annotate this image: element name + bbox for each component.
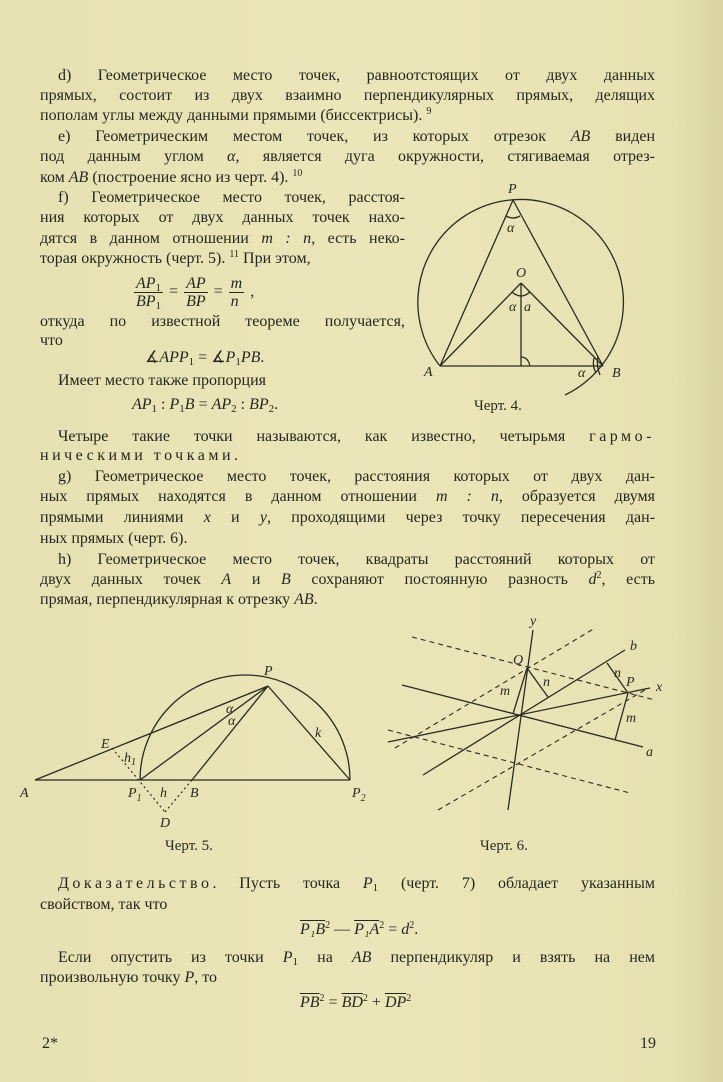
- fig5-label-k: k: [315, 726, 322, 741]
- spaced-emphasis: ническими точками: [40, 447, 235, 464]
- subscript: 1: [155, 282, 162, 294]
- fig4-label-alpha-right: a: [524, 300, 531, 315]
- superscript: 2: [379, 920, 385, 931]
- fig5-label-p2: $P_2$: [352, 786, 366, 804]
- text-run: .: [260, 349, 265, 366]
- text-run: .: [234, 447, 239, 464]
- text-run: и: [231, 571, 282, 588]
- subscript: 1: [235, 356, 241, 368]
- superscript: 2: [596, 570, 602, 581]
- fig5-label-alpha1: α: [226, 702, 234, 717]
- text-run: При этом,: [239, 250, 311, 267]
- superscript: 2: [319, 993, 325, 1004]
- text-run: что: [40, 332, 63, 349]
- text-run: = ∡: [194, 349, 226, 366]
- subscript: 1: [372, 882, 379, 894]
- line-pp2: [268, 686, 350, 780]
- subscript: 2: [231, 403, 237, 415]
- text-run: и: [210, 509, 260, 526]
- math-italic: n: [230, 293, 239, 310]
- text-run: , образуется двумя: [498, 488, 656, 505]
- math-italic: m : n: [261, 230, 312, 247]
- superscript: 2: [325, 920, 331, 931]
- math-italic: d: [588, 571, 597, 588]
- line-b-d: [165, 780, 192, 812]
- text-run: =: [384, 921, 402, 938]
- math-italic: B: [184, 396, 195, 413]
- fig5-caption: Черт. 5.: [165, 838, 213, 854]
- math-italic: AB: [570, 128, 591, 145]
- text-run: Четыре такие точки называются, как известно, четырьмя: [58, 428, 590, 445]
- text-run: .: [414, 921, 419, 938]
- math-italic: AP: [132, 396, 152, 413]
- fig5-label-e: E: [101, 737, 110, 752]
- line-ap: [35, 686, 268, 780]
- text-run: h) Геометрическое место точек, квадраты расстояний которых от: [58, 551, 655, 568]
- page-number: 19: [640, 1035, 656, 1052]
- math-italic: AP: [136, 275, 156, 292]
- math-italic: P: [282, 949, 293, 966]
- text-run: перпендикуляр и взять на нем: [371, 949, 656, 966]
- text-run: прямыми линиями: [40, 509, 204, 526]
- text-run: +: [367, 994, 385, 1011]
- line-pa: [440, 200, 513, 366]
- fig5-label-b: B: [190, 786, 199, 801]
- figure-5: [19, 664, 366, 854]
- math-italic: P: [184, 969, 195, 986]
- text-run: прямых, состоит из двух взаимно перпендикулярных прямых, делящих: [40, 87, 655, 104]
- math-italic: AB: [68, 169, 89, 186]
- fig5-label-p: P: [264, 664, 273, 679]
- text-run: Имеет место также пропорция: [58, 372, 266, 389]
- math-italic: m: [230, 275, 243, 292]
- math-italic: AB: [294, 591, 314, 608]
- text-run: d) Геометрическое место точек, равноотстоящих от двух данных: [58, 67, 655, 84]
- subscript: 1: [292, 956, 299, 968]
- fig6-label-x: x: [656, 680, 663, 695]
- subscript: 1: [179, 403, 185, 415]
- math-italic: AP: [186, 275, 206, 292]
- fig6-label-n1: n: [543, 675, 550, 690]
- overlined-segment: $\overline{DP}$: [384, 994, 407, 1011]
- fig5-label-p1: $P_1$: [128, 786, 142, 804]
- math-italic: P: [169, 396, 180, 413]
- text-run: торая окружность (черт. 5).: [40, 250, 230, 267]
- fig6-label-n2: n: [614, 666, 621, 681]
- math-italic: PB: [240, 349, 261, 366]
- text-run: f) Геометрическое место точек, расстоя-: [58, 189, 405, 206]
- overlined-segment: $\overline{BD}$: [341, 994, 363, 1011]
- signature-mark: 2*: [42, 1035, 58, 1052]
- fig4-label-alpha-top: α: [507, 221, 515, 236]
- fig4-label-b: B: [612, 366, 621, 381]
- fig4-caption: Черт. 4.: [474, 398, 522, 414]
- fig4-label-alpha-left: α: [509, 300, 517, 315]
- math-italic: BP: [186, 293, 206, 310]
- superscript: 11: [229, 249, 240, 260]
- line-ob: [521, 283, 603, 366]
- figure-4: [418, 182, 624, 414]
- subscript: 1: [188, 356, 195, 368]
- fig6-label-q: Q: [513, 653, 524, 668]
- superscript: 10: [292, 168, 303, 179]
- fig6-caption: Черт. 6.: [480, 838, 528, 854]
- text-run: ния которых от двух данных точек нахо-: [40, 209, 405, 226]
- line-a: [402, 685, 643, 747]
- text-run: ком: [40, 169, 69, 186]
- superscript: 2: [406, 993, 412, 1004]
- text-run: =: [209, 283, 227, 301]
- fig5-label-h: h: [160, 786, 167, 801]
- text-run: откуда по известной теореме получается,: [40, 313, 405, 330]
- text-run: —: [330, 921, 355, 938]
- text-run: =: [165, 283, 183, 301]
- math-italic: BP: [136, 293, 156, 310]
- math-italic: BP: [249, 396, 269, 413]
- fig5-label-d: D: [160, 816, 171, 831]
- math-italic: APP: [159, 349, 189, 366]
- text-run: ∡: [145, 349, 160, 366]
- spaced-emphasis: гармо-: [589, 428, 655, 445]
- math-italic: y: [259, 509, 267, 526]
- fig6-label-y: y: [530, 614, 537, 629]
- math-italic: AB: [351, 949, 372, 966]
- math-italic: α: [227, 148, 236, 165]
- fig6-label-m2: m: [626, 711, 637, 726]
- superscript: 2: [362, 993, 368, 1004]
- text-run: виден: [590, 128, 655, 145]
- fig4-label-p: P: [508, 182, 517, 197]
- text-run: (построение ясно из черт. 4).: [88, 169, 293, 186]
- subscript: 2: [268, 403, 275, 415]
- overlined-segment: $\overline{PB}$: [300, 994, 320, 1011]
- parallel-b-lower: [438, 690, 645, 810]
- text-run: произвольную точку: [40, 969, 185, 986]
- subscript: 1: [151, 403, 158, 415]
- text-run: дятся в данном отношении: [40, 230, 262, 247]
- text-run: =: [324, 994, 342, 1011]
- text-run: Если опустить из точки: [58, 949, 283, 966]
- text-run: (черт. 7) обладает указанным: [378, 875, 655, 892]
- text-run: прямая, перпендикулярная к отрезку: [40, 591, 295, 608]
- fig4-label-alpha-b: α: [578, 366, 586, 381]
- text-run: , проходящими через точку пересечения дан-: [266, 509, 656, 526]
- text-run: сохраняют постоянную разность: [290, 571, 589, 588]
- text-run: , то: [194, 969, 217, 986]
- angle-mark-foot: [521, 357, 530, 366]
- overlined-segment: P₁A: [354, 921, 380, 938]
- text-run: свойством, так что: [40, 896, 168, 913]
- text-run: ных прямых находятся в данном отношении: [40, 488, 436, 505]
- text-run: под данным углом: [40, 148, 228, 165]
- text-run: . Пусть точка: [212, 875, 363, 892]
- fig6-label-m1: m: [500, 684, 511, 699]
- overlined-segment: P₁B: [300, 921, 326, 938]
- text-run: ных прямых (черт. 6).: [40, 530, 188, 547]
- text-run: g) Геометрическое место точек, расстояния которых от двух дан-: [58, 468, 655, 485]
- line-oa: [440, 283, 521, 366]
- figure-6: [388, 614, 663, 854]
- math-italic: P: [225, 349, 236, 366]
- text-run: .: [274, 396, 279, 413]
- angle-mark-p: [506, 216, 520, 218]
- superscript: 2: [409, 920, 415, 931]
- superscript: 9: [426, 106, 432, 117]
- text-run: :: [157, 396, 170, 413]
- text-run: .: [313, 591, 318, 608]
- math-italic: B: [281, 571, 291, 588]
- line-b: [423, 650, 625, 775]
- math-italic: AP: [211, 396, 232, 413]
- math-italic: A: [221, 571, 232, 588]
- fig5-label-a: A: [20, 786, 29, 801]
- text-run: ,: [246, 283, 255, 301]
- fig6-label-p: P: [626, 675, 635, 690]
- fig6-label-b: b: [630, 639, 637, 654]
- text-run: :: [236, 396, 250, 413]
- math-italic: P: [362, 875, 373, 892]
- math-italic: m : n: [435, 488, 499, 505]
- parallel-a-lower: [388, 730, 630, 793]
- fig6-label-a: a: [646, 745, 653, 760]
- line-pb: [513, 200, 603, 366]
- fig5-label-alpha2: α: [228, 714, 236, 729]
- fig5-label-h1: $h_1$: [124, 751, 136, 768]
- text-run: , есть: [601, 571, 656, 588]
- text-run: двух данных точек: [40, 571, 222, 588]
- text-run: пополам углы между данными прямыми (биссектрисы).: [40, 107, 427, 124]
- text-run: =: [194, 396, 212, 413]
- spaced-emphasis: Доказательство: [58, 875, 213, 892]
- fig4-label-o: O: [516, 266, 527, 281]
- subscript: 1: [155, 300, 162, 312]
- text-run: , есть неко-: [311, 230, 406, 247]
- text-run: , является дуга окружности, стягиваемая отрез-: [235, 148, 656, 165]
- fig4-label-a: A: [424, 365, 433, 380]
- math-italic: x: [203, 509, 211, 526]
- text-run: на: [298, 949, 352, 966]
- text-run: e) Геометрическим местом точек, из которых отрезок: [58, 128, 571, 145]
- math-italic: d: [401, 921, 410, 938]
